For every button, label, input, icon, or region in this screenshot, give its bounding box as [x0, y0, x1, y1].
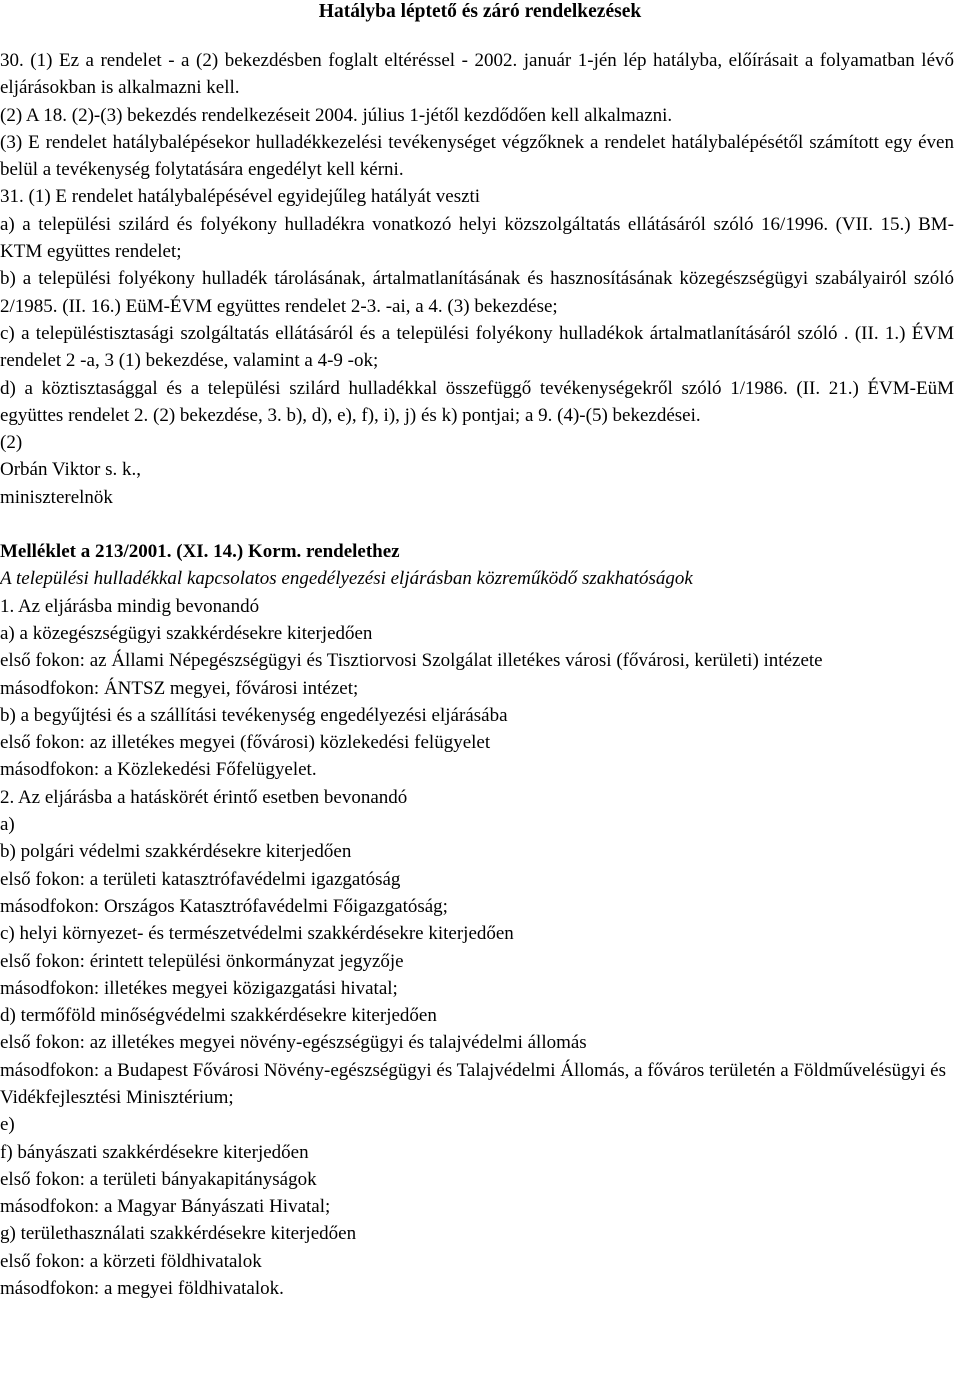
paragraph-30-2: (2) A 18. (2)-(3) bekezdés rendelkezéseit 2004. július 1-jétől kezdődően kell alkalmazni. — [0, 104, 673, 126]
annex-line: első fokon: az Állami Népegészségügyi és Tisztiorvosi Szolgálat illetékes városi (fővárosi, kerületi) intézete — [0, 650, 823, 672]
signer-name: Orbán Viktor s. k., — [0, 459, 141, 481]
paragraph-30-3: (3) E rendelet hatálybalépésekor hulladékkezelési tevékenységet végzőknek a rendelet hatálybalépésétől számított egy éven belül a tevékenység folytatására engedélyt kell kérni. — [0, 131, 954, 181]
annex-line: első fokon: a körzeti földhivatalok — [0, 1250, 262, 1272]
annex-line: e) — [0, 1114, 15, 1136]
annex-line: másodfokon: illetékes megyei közigazgatási hivatal; — [0, 977, 398, 999]
annex-line: 1. Az eljárásba mindig bevonandó — [0, 595, 260, 617]
annex-line: a) a közegészségügyi szakkérdésekre kiterjedően — [0, 622, 373, 644]
paragraph-31-b: b) a települési folyékony hulladék tárolásának, ártalmatlanításának és hasznosításának közegészségügyi szabályairól szóló 2/1985. (II. 16.) EüM-ÉVM együttes rendelet 2-3. -ai, a 4. (3) bekezdése; — [0, 268, 954, 317]
annex-line: b) polgári védelmi szakkérdésekre kiterjedően — [0, 841, 352, 863]
annex-line: másodfokon: a Budapest Fővárosi Növény-egészségügyi és Talajvédelmi Állomás, a főváros területén a Földművelésügyi és Vidékfejlesztési Minisztérium; — [0, 1059, 946, 1108]
annex-line: első fokon: az illetékes megyei (fővárosi) közlekedési felügyelet — [0, 732, 491, 754]
annex-subtitle: A települési hulladékkal kapcsolatos engedélyezési eljárásban közreműködő szakhatóságok — [0, 568, 693, 590]
spacer — [0, 511, 954, 538]
annex-line: másodfokon: a megyei földhivatalok. — [0, 1278, 284, 1300]
annex-line: d) termőföld minőségvédelmi szakkérdésekre kiterjedően — [0, 1005, 437, 1027]
paragraph-30-1: 30. (1) Ez a rendelet - a (2) bekezdésben foglalt eltéréssel - 2002. január 1-jén lép hatályba, előírásait a folyamatban lévő eljárásokban is alkalmazni kell. — [0, 50, 954, 99]
annex-line: első fokon: a területi bányakapitányságok — [0, 1168, 317, 1190]
paragraph-31-1: 31. (1) E rendelet hatálybalépésével egyidejűleg hatályát veszti — [0, 186, 481, 208]
paragraph-31-c: c) a településtisztasági szolgáltatás ellátásáról és a települési folyékony hulladékok ártalmatlanításáról szóló . (II. 1.) ÉVM rendelet 2 -a, 3 (1) bekezdése, valamint a 4-9 -ok; — [0, 322, 954, 372]
annex-line: g) területhasználati szakkérdésekre kiterjedően — [0, 1223, 357, 1245]
paragraph-31-2: (2) — [0, 432, 23, 454]
annex-line: a) — [0, 814, 15, 836]
annex-line: első fokon: a területi katasztrófavédelmi igazgatóság — [0, 868, 401, 890]
document-body — [0, 47, 954, 1302]
annex-line: első fokon: érintett települési önkormányzat jegyzője — [0, 950, 404, 972]
signer-role: miniszterelnök — [0, 486, 113, 508]
annex-line: c) helyi környezet- és természetvédelmi szakkérdésekre kiterjedően — [0, 923, 514, 945]
paragraph-31-d: d) a köztisztasággal és a települési szilárd hulladékkal összefüggő tevékenységekről szóló 1/1986. (II. 21.) ÉVM-EüM együttes rendelet 2. (2) bekezdése, 3. b), d), e), f), i), j) és k) pontjai; a 9. (4)-(5) bekezdései. — [0, 377, 954, 426]
document-title: Hatályba léptető és záró rendelkezések — [318, 1, 642, 22]
annex-line: másodfokon: ÁNTSZ megyei, fővárosi intézet; — [0, 677, 359, 699]
annex-line: másodfokon: a Magyar Bányászati Hivatal; — [0, 1196, 331, 1218]
annex-line: első fokon: az illetékes megyei növény-egészségügyi és talajvédelmi állomás — [0, 1032, 587, 1054]
paragraph-31-a: a) a települési szilárd és folyékony hulladékra vonatkozó helyi közszolgáltatás ellátásáról szóló 16/1996. (VII. 15.) BM-KTM együttes rendelet; — [0, 213, 954, 263]
annex-heading: Melléklet a 213/2001. (XI. 14.) Korm. rendelethez — [0, 541, 400, 563]
annex-line: másodfokon: Országos Katasztrófavédelmi Főigazgatóság; — [0, 895, 448, 917]
annex-line: másodfokon: a Közlekedési Főfelügyelet. — [0, 759, 317, 781]
annex-line: 2. Az eljárásba a hatáskörét érintő esetben bevonandó — [0, 786, 408, 808]
annex-line: f) bányászati szakkérdésekre kiterjedően — [0, 1141, 309, 1163]
annex-line: b) a begyűjtési és a szállítási tevékenység engedélyezési eljárásába — [0, 704, 508, 726]
